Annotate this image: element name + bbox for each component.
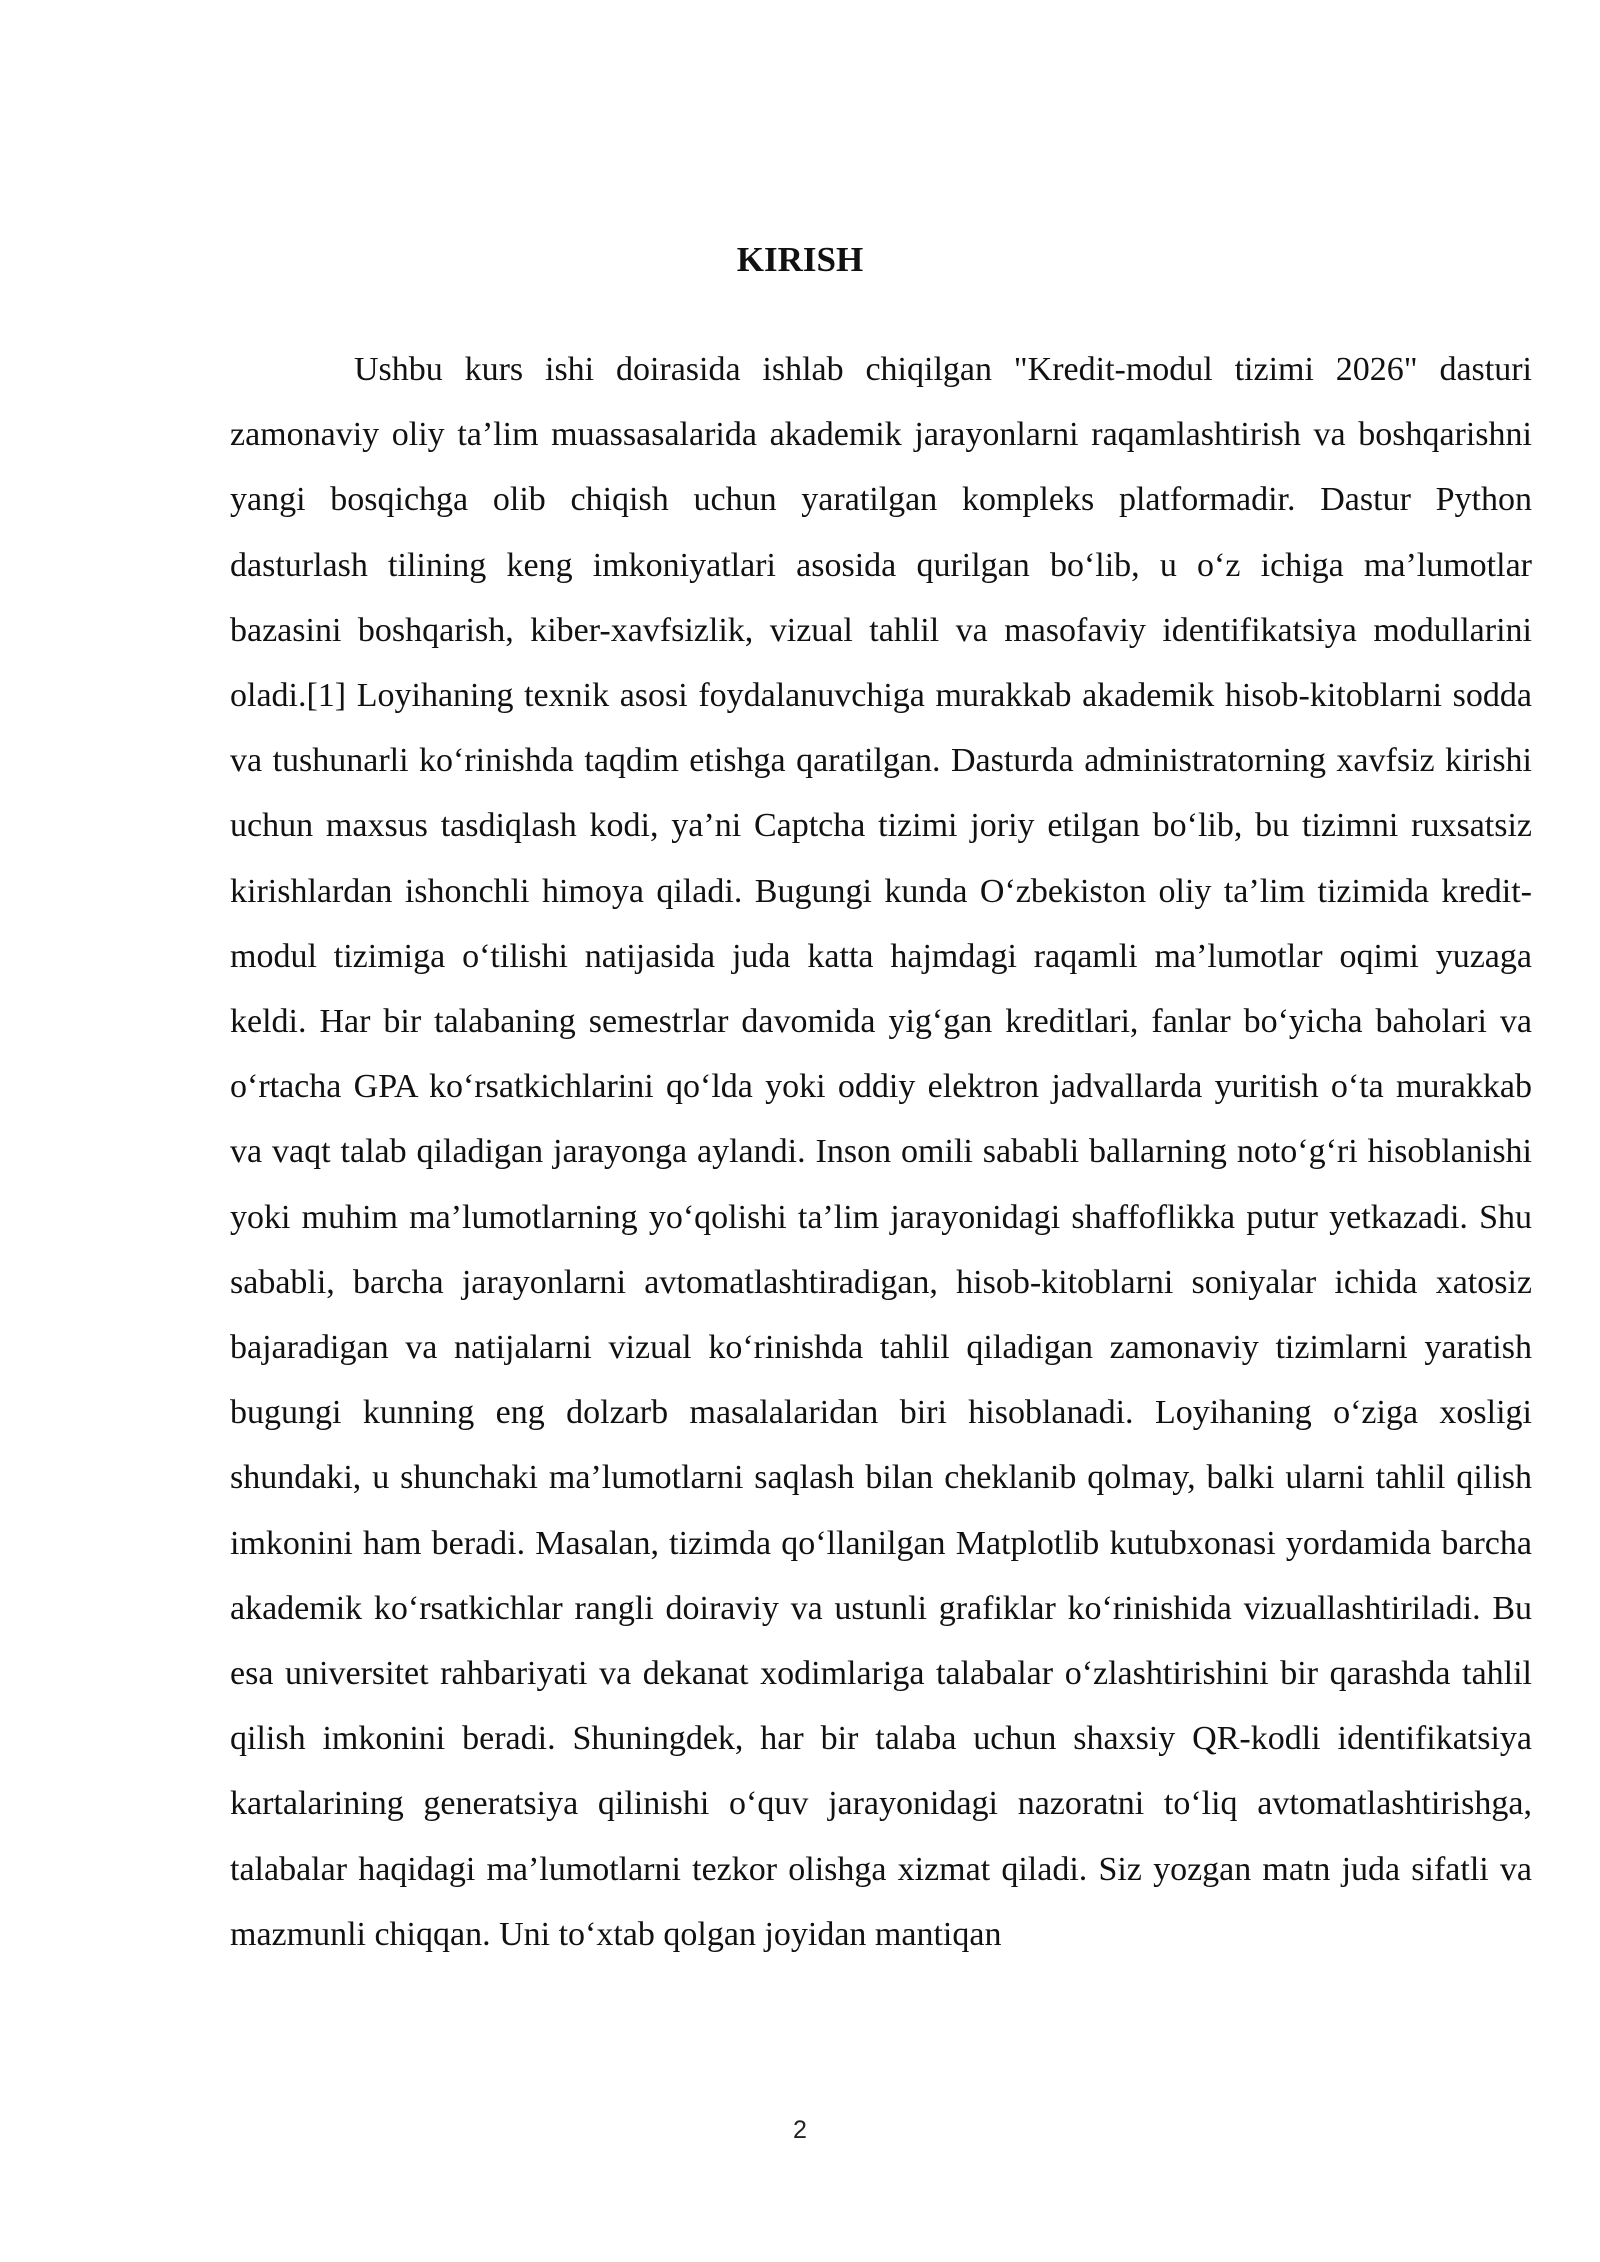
section-heading: KIRISH bbox=[736, 240, 864, 279]
body-paragraph: Ushbu kurs ishi doirasida ishlab chiqilgan "Kredit-modul tizimi 2026" dasturi zamonaviy oliy ta’lim muassasalarida akademik jarayonlarni raqamlashtirish va boshqarishni yangi bosqichga olib chiqish uchun yaratilgan kompleks platformadir. Dastur Python dasturlash tilining keng imkoniyatlari asosida qurilgan bo‘lib, u o‘z ichiga ma’lumotlar bazasini boshqarish, kiber-xavfsizlik, vizual tahlil va masofaviy identifikatsiya modullarini oladi.[1] Loyihaning texnik asosi foydalanuvchiga murakkab akademik hisob-kitoblarni sodda va tushunarli ko‘rinishda taqdim etishga qaratilgan. Dasturda administratorning xavfsiz kirishi uchun maxsus tasdiqlash kodi, ya’ni Captcha tizimi joriy etilgan bo‘lib, bu tizimni ruxsatsiz kirishlardan ishonchli himoya qiladi. Bugungi kunda O‘zbekiston oliy ta’lim tizimida kredit-modul tizimiga o‘tilishi natijasida juda katta hajmdagi raqamli ma’lumotlar oqimi yuzaga keldi. Har bir talabaning semestrlar davomida yig‘gan kreditlari, fanlar bo‘yicha baholari va o‘rtacha GPA ko‘rsatkichlarini qo‘lda yoki oddiy elektron jadvallarda yuritish o‘ta murakkab va vaqt talab qiladigan jarayonga aylandi. Inson omili sababli ballarning noto‘g‘ri hisoblanishi yoki muhim ma’lumotlarning yo‘qolishi ta’lim jarayonidagi shaffoflikka putur yetkazadi. Shu sababli, barcha jarayonlarni avtomatlashtiradigan, hisob-kitoblarni soniyalar ichida xatosiz bajaradigan va natijalarni vizual ko‘rinishda tahlil qiladigan zamonaviy tizimlarni yaratish bugungi kunning eng dolzarb masalalaridan biri hisoblanadi. Loyihaning o‘ziga xosligi shundaki, u shunchaki ma’lumotlarni saqlash bilan cheklanib qolmay, balki ularni tahlil qilish imkonini ham beradi. Masalan, tizimda qo‘llanilgan Matplotlib kutubxonasi yordamida barcha akademik ko‘rsatkichlar rangli doiraviy va ustunli grafiklar ko‘rinishida vizuallashtiriladi. Bu esa universitet rahbariyati va dekanat xodimlariga talabalar o‘zlashtirishini bir qarashda tahlil qilish imkonini beradi. Shuningdek, har bir talaba uchun shaxsiy QR-kodli identifikatsiya kartalarining generatsiya qilinishi o‘quv jarayonidagi nazoratni to‘liq avtomatlashtirishga, talabalar haqidagi ma’lumotlarni tezkor olishga xizmat qiladi. Siz yozgan matn juda sifatli va mazmunli chiqqan. Uni to‘xtab qolgan joyidan mantiqan bbox=[230, 351, 1532, 1953]
page-number: 2 bbox=[793, 2116, 807, 2144]
